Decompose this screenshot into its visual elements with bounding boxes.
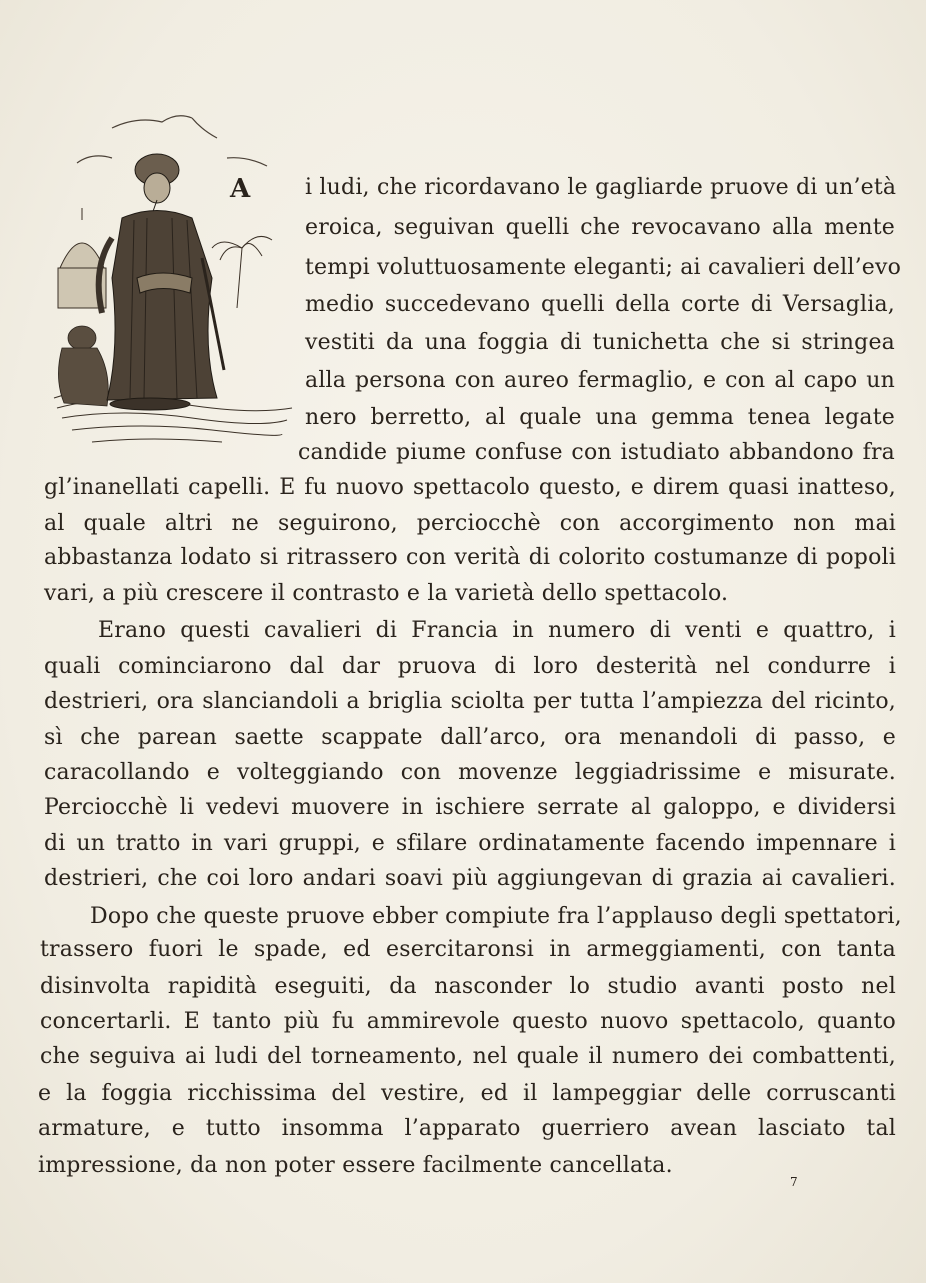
text-line: di un tratto in vari gruppi, e sfilare ordinatamente facendo impennare i xyxy=(44,831,896,856)
text-line: i ludi, che ricordavano le gagliarde pruove di un’età xyxy=(305,175,897,200)
text-line: medio succedevano quelli della corte di Versaglia, xyxy=(305,292,895,317)
text-line: eroica, seguivan quelli che revocavano alla mente xyxy=(305,215,895,240)
text-line: Dopo che queste pruove ebber compiute fra l’applauso degli spettatori, xyxy=(90,904,902,929)
drop-cap: A xyxy=(230,174,251,204)
text-line: che seguiva ai ludi del torneamento, nel quale il numero dei combattenti, xyxy=(40,1044,896,1069)
text-line: Perciocchè li vedevi muovere in ischiere serrate al galoppo, e dividersi xyxy=(44,795,896,820)
text-line: impressione, da non poter essere facilmente cancellata. xyxy=(38,1153,673,1178)
text-line: vestiti da una foggia di tunichetta che si stringea xyxy=(305,330,895,355)
text-line: concertarli. E tanto più fu ammirevole questo nuovo spettacolo, quanto xyxy=(40,1009,896,1034)
text-line: al quale altri ne seguirono, perciocchè con accorgimento non mai xyxy=(44,511,896,536)
text-line: e la foggia ricchissima del vestire, ed il lampeggiar delle corruscanti xyxy=(38,1081,896,1106)
text-line: destrieri, ora slanciandoli a briglia sciolta per tutta l’ampiezza del ricinto, xyxy=(44,689,896,714)
text-line: caracollando e volteggiando con movenze leggiadrissime e misurate. xyxy=(44,760,896,785)
text-line: disinvolta rapidità eseguiti, da nasconder lo studio avanti posto nel xyxy=(40,974,896,999)
text-line: abbastanza lodato si ritrassero con verità di colorito costumanze di popoli xyxy=(44,545,896,570)
engraving-seated-figure xyxy=(58,326,108,406)
text-line: candide piume confuse con istudiato abbandono fra xyxy=(298,440,895,465)
text-line: sì che parean saette scappate dall’arco, ora menandoli di passo, e xyxy=(44,725,896,750)
text-line: Erano questi cavalieri di Francia in numero di venti e quattro, i xyxy=(98,618,896,643)
text-line: armature, e tutto insomma l’apparato guerriero avean lasciato tal xyxy=(38,1116,896,1141)
engraving-illustration xyxy=(52,108,298,458)
text-line: tempi voluttuosamente eleganti; ai cavalieri dell’evo xyxy=(305,255,902,280)
page-number: 7 xyxy=(790,1175,798,1189)
engraving-palm xyxy=(212,236,272,308)
text-line: gl’inanellati capelli. E fu nuovo spettacolo questo, e direm quasi inatteso, xyxy=(44,475,896,500)
engraving-standing-figure xyxy=(99,154,224,410)
text-line: trassero fuori le spade, ed esercitaronsi in armeggiamenti, con tanta xyxy=(40,937,896,962)
text-line: quali cominciarono dal dar pruova di loro desterità nel condurre i xyxy=(44,654,896,679)
text-line: alla persona con aureo fermaglio, e con al capo un xyxy=(305,368,895,393)
text-line: destrieri, che coi loro andari soavi più aggiungevan di grazia ai cavalieri. xyxy=(44,866,896,891)
text-line: nero berretto, al quale una gemma tenea legate xyxy=(305,405,895,430)
text-line: vari, a più crescere il contrasto e la varietà dello spettacolo. xyxy=(44,581,729,606)
